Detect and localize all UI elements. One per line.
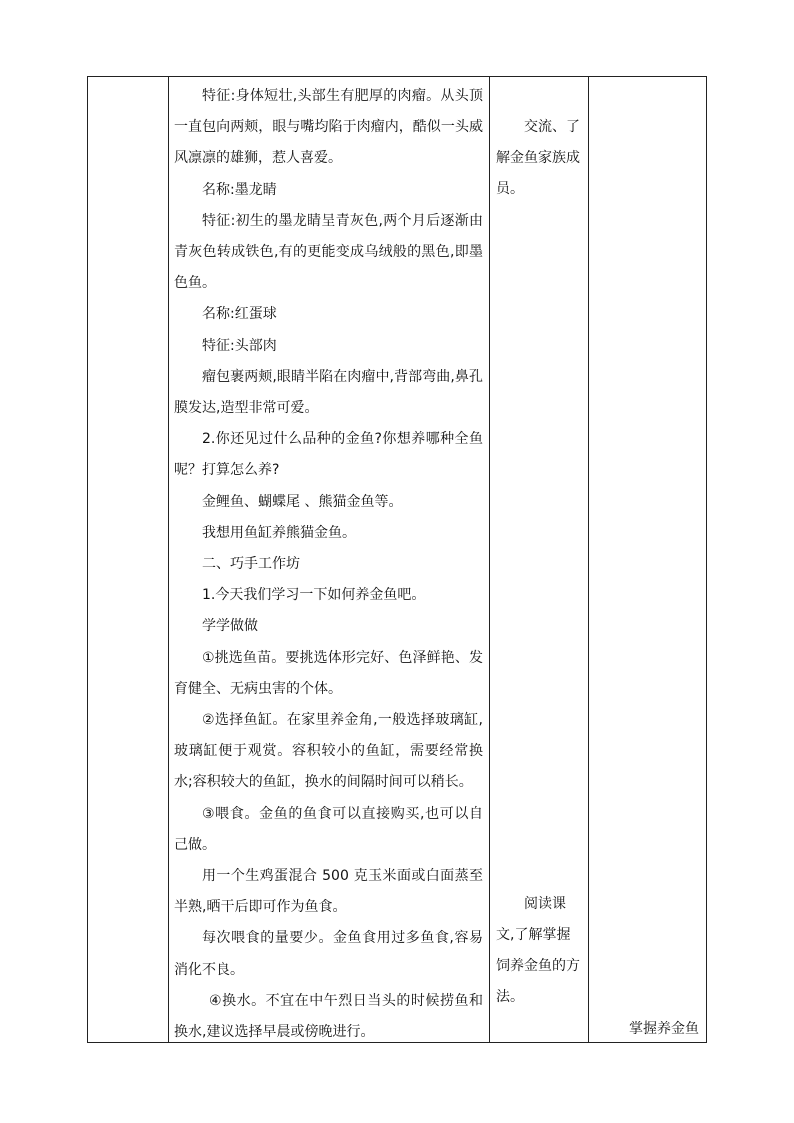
content-paragraph: ④换水。不宜在中午烈日当头的时候捞鱼和换水,建议选择早晨或傍晚进行。 xyxy=(174,992,483,1041)
content-paragraph: 我想用鱼缸养熊猫金鱼。 xyxy=(202,524,356,541)
lesson-table xyxy=(87,76,707,1043)
content-paragraph: ①挑选鱼苗。要挑选体形完好、色泽鲜艳、发育健全、无病虫害的个体。 xyxy=(174,649,483,697)
content-paragraph: 1.今天我们学习一下如何养金鱼吧。 xyxy=(202,587,426,604)
content-paragraph: 用一个生鸡蛋混合 500 克玉米面或白面蒸至半熟,晒干后即可作为鱼食。 xyxy=(174,868,483,916)
content-paragraph: 特征:头部肉 xyxy=(202,337,277,354)
content-paragraph: 特征:初生的墨龙睛呈青灰色,两个月后逐渐由青灰色转成铁色,有的更能变成乌绒般的黑色,即墨色鱼。 xyxy=(174,212,483,292)
content-paragraph: ②选择鱼缸。在家里养金角,一般选择玻璃缸,玻璃缸便于观赏。容积较小的鱼缸，需要经常换水;容积较大的鱼缸，换水的间隔时间可以稍长。 xyxy=(174,712,483,791)
section-heading: 二、巧手工作坊 xyxy=(202,556,300,573)
content-paragraph: ③喂食。金鱼的鱼食可以直接购买,也可以自己做。 xyxy=(174,805,483,853)
teaching-content-column xyxy=(168,77,489,1042)
content-paragraph: 2.你还见过什么品种的金鱼?你想养哪种全鱼呢？打算怎么养? xyxy=(174,431,483,479)
design-intent-column xyxy=(589,77,707,1042)
content-paragraph: 金鲤鱼、蝴蝶尾 、熊猫金鱼等。 xyxy=(202,493,403,510)
content-paragraph: 瘤包裹两颊,眼睛半陷在肉瘤中,背部弯曲,鼻孔膜发达,造型非常可爱。 xyxy=(174,368,483,417)
content-paragraph: 学学做做 xyxy=(202,618,258,635)
activity-note: 阅读课文,了解掌握饲养金鱼的方法。 xyxy=(496,896,580,1005)
content-paragraph: 名称:墨龙睛 xyxy=(202,181,277,198)
goal-note: 掌握养金鱼 xyxy=(629,1021,699,1037)
content-paragraph: 名称:红蛋球 xyxy=(202,306,277,323)
student-activity-column xyxy=(490,77,588,1042)
blank-first-column xyxy=(88,77,168,1042)
content-paragraph: 特征:身体短壮,头部生有肥厚的肉瘤。从头顶一直包向两颊，眼与嘴均陷于肉瘤内，酷似一头威风凛凛的雄狮，惹人喜爱。 xyxy=(174,88,483,167)
activity-note: 交流、了解金鱼家族成员。 xyxy=(496,119,580,197)
content-paragraph: 每次喂食的量要少。金鱼食用过多鱼食,容易消化不良。 xyxy=(174,930,483,978)
